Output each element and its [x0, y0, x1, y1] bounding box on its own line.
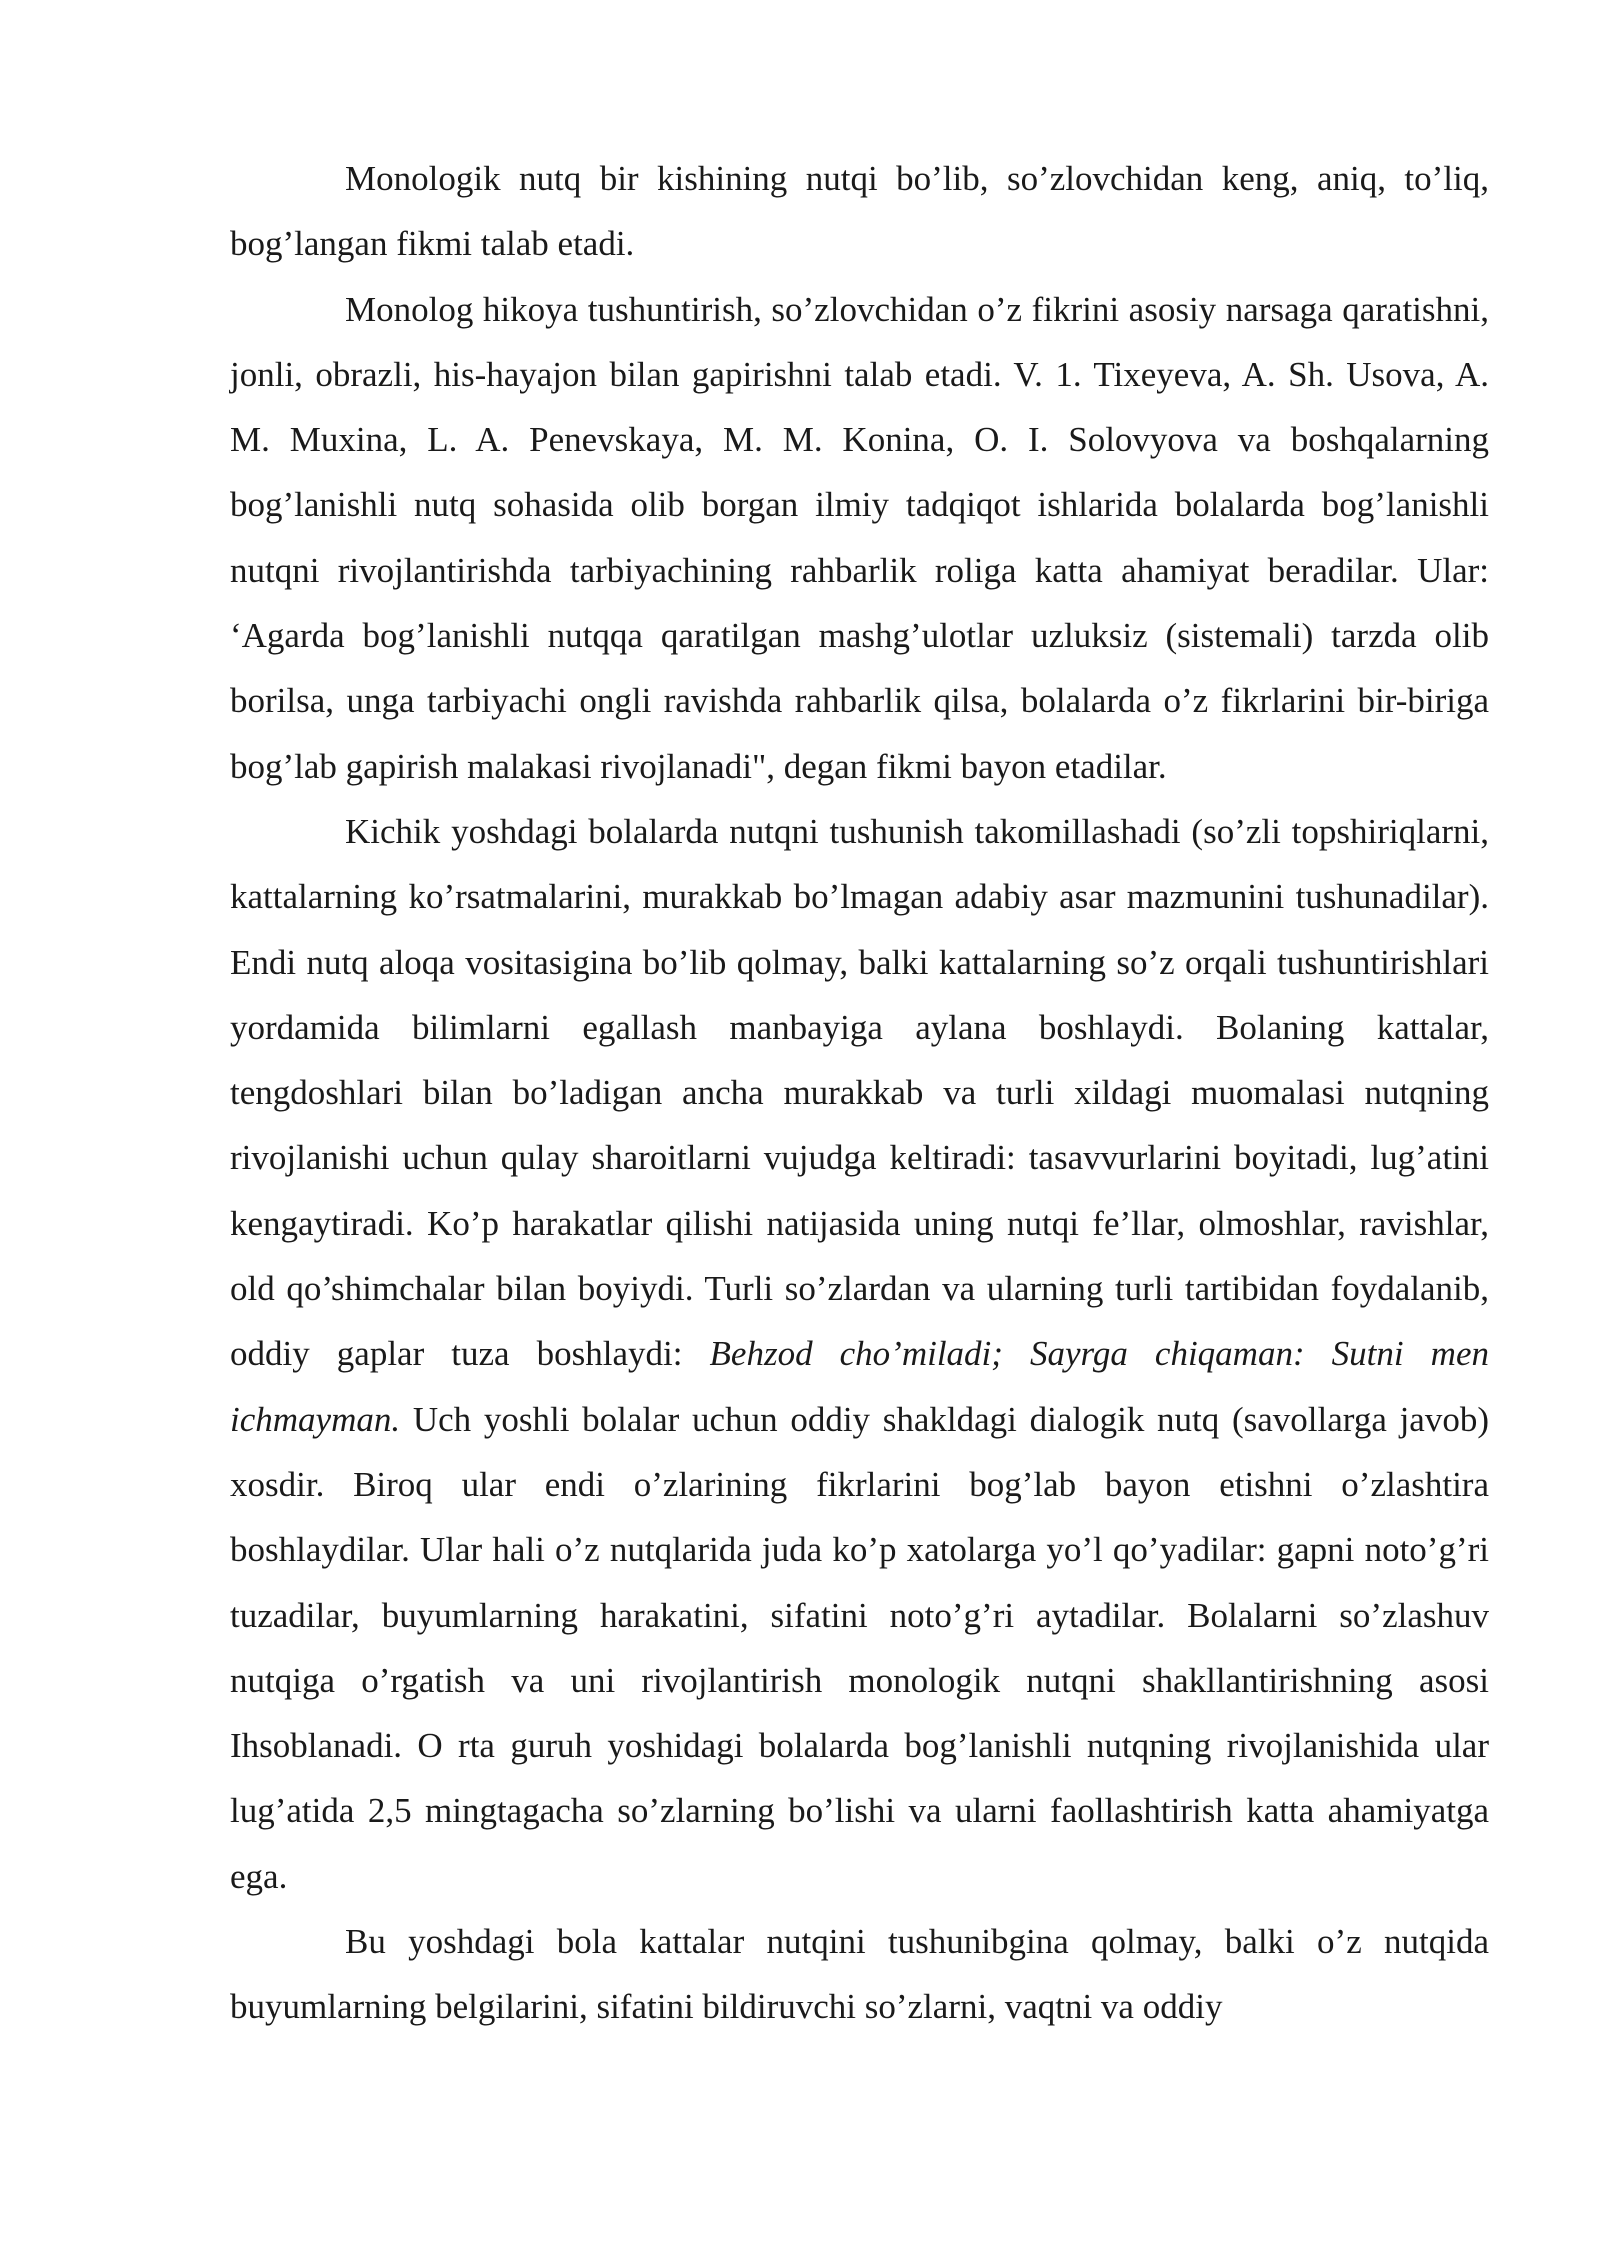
italic-example-sentences: Behzod cho’miladi; Sayrga chiqaman: Sutni men ichmayman. [230, 1334, 1489, 1439]
paragraph-text-after-example: Uch yoshli bolalar uchun oddiy shakldagi dialogik nutq (savollarga javob) xosdir. Biroq ular endi o’zlarining fikrlarini bog’lab bayon etishni o’zlashtira boshlaydilar. Ular hali o’z nutqlarida juda ko’p xatolarga yo’l qo’yadilar: gapni noto’g’ri tuzadilar, buyumlarning harakatini, sifatini noto’g’ri aytadilar. Bolalarni so’zlashuv nutqiga o’rgatish va uni rivojlantirish monologik nutqni shakllantirishning asosi Ihsoblanadi. O rta guruh yoshidagi bolalarda bog’lanishli nutqning rivojlanishida ular lug’atida 2,5 mingtagacha so’zlarning bo’lishi va ularni faollashtirish katta ahamiyatga ega. [230, 1399, 1489, 1896]
paragraph-young-children [230, 799, 1489, 1909]
body-text [230, 146, 1489, 2040]
paragraph-monologic-speech: Monologik nutq bir kishining nutqi bo’lib, so’zlovchidan keng, aniq, to’liq, bog’langan fikmi talab etadi. [230, 159, 1489, 264]
paragraph-text-before-example: Kichik yoshdagi bolalarda nutqni tushunish takomillashadi (so’zli topshiriqlarni, kattalarning ko’rsatmalarini, murakkab bo’lmagan adabiy asar mazmunini tushunadilar). Endi nutq aloqa vositasigina bo’lib qolmay, balki kattalarning so’z orqali tushuntirishlari yordamida bilimlarni egallash manbayiga aylana boshlaydi. Bolaning kattalar, tengdoshlari bilan bo’ladigan ancha murakkab va turli xildagi muomalasi nutqning rivojlanishi uchun qulay sharoitlarni vujudga keltiradi: tasavvurlarini boyitadi, lug’atini kengaytiradi. Ko’p harakatlar qilishi natijasida uning nutqi fe’llar, olmoshlar, ravishlar, old qo’shimchalar bilan boyiydi. Turli so’zlardan va ularning turli tartibidan foydalanib, oddiy gaplar tuza boshlaydi: [230, 811, 1489, 1374]
paragraph-this-age-child: Bu yoshdagi bola kattalar nutqini tushunibgina qolmay, balki o’z nutqida buyumlarning belgilarini, sifatini bildiruvchi so’zlarni, vaqtni va oddiy [230, 1922, 1489, 2027]
paragraph-monolog-story: Monolog hikoya tushuntirish, so’zlovchidan o’z fikrini asosiy narsaga qaratishni, jonli, obrazli, his-hayajon bilan gapirishni talab etadi. V. 1. Tixeyeva, A. Sh. Usova, A. M. Muxina, L. A. Penevskaya, M. M. Konina, O. I. Solovyova va boshqalarning bog’lanishli nutq sohasida olib borgan ilmiy tadqiqot ishlarida bolalarda bog’lanishli nutqni rivojlantirishda tarbiyachining rahbarlik roliga katta ahamiyat beradilar. Ular: ‘Agarda bog’lanishli nutqqa qaratilgan mashg’ulotlar uzluksiz (sistemali) tarzda olib borilsa, unga tarbiyachi ongli ravishda rahbarlik qilsa, bolalarda o’z fikrlarini bir-biriga bog’lab gapirish malakasi rivojlanadi", degan fikmi bayon etadilar. [230, 289, 1489, 786]
